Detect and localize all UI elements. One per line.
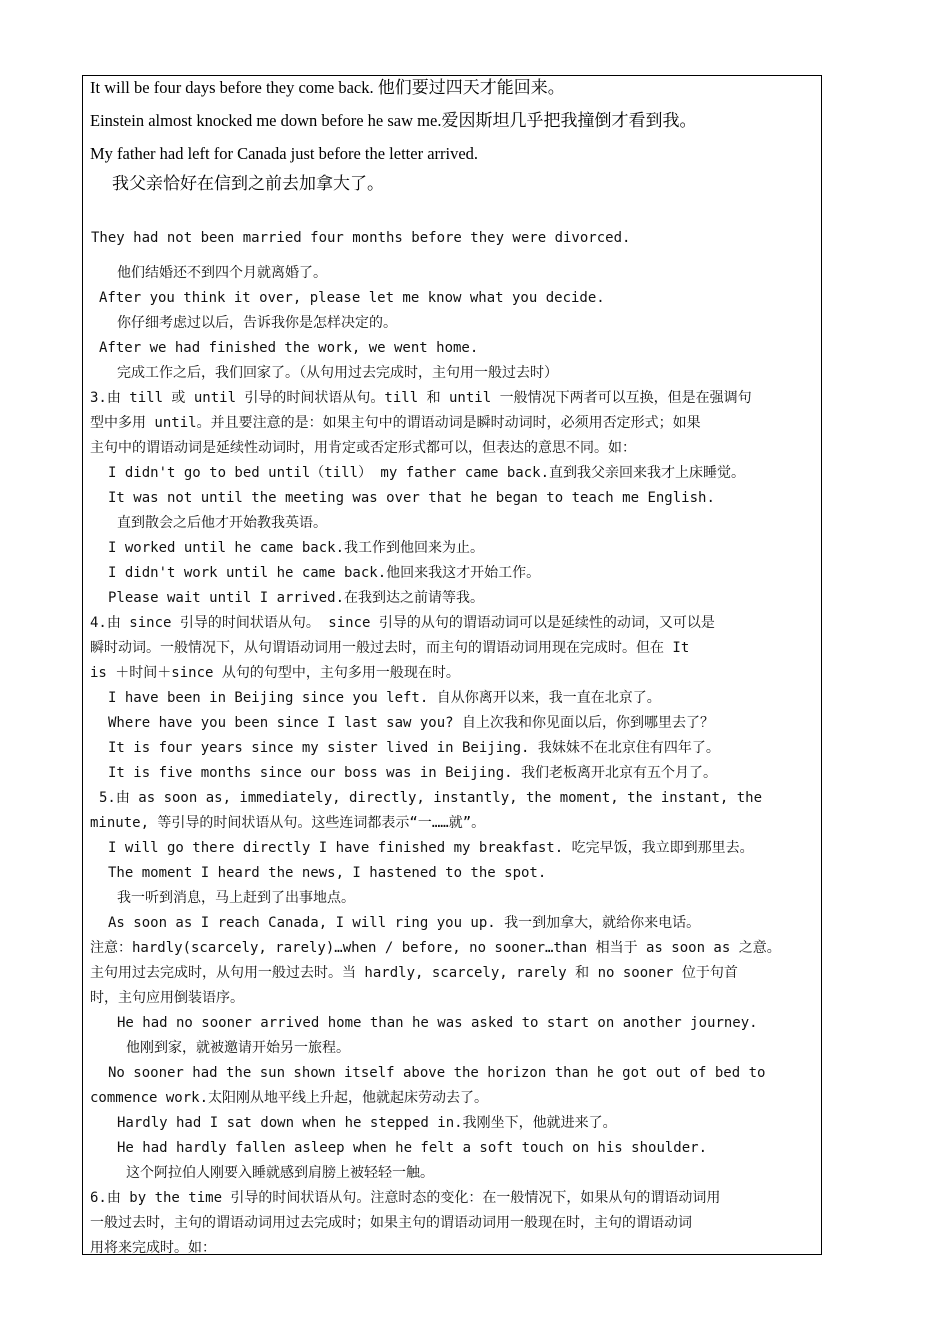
text-line: Hardly had I sat down when he stepped in.我刚坐下，他就进来了。 <box>117 1115 617 1131</box>
text-line: commence work.太阳刚从地平线上升起，他就起床劳动去了。 <box>90 1090 489 1106</box>
text-line: I didn't work until he came back.他回来我这才开始工作。 <box>108 565 541 581</box>
text-line: 主句中的谓语动词是延续性动词时，用肯定或否定形式都可以，但表达的意思不同。如： <box>90 440 636 456</box>
text-line: 他们结婚还不到四个月就离婚了。 <box>117 265 327 281</box>
text-line: They had not been married four months before they were divorced. <box>91 230 631 246</box>
example-zh: 他们要过四天才能回来。 <box>377 78 565 98</box>
example-line-3 <box>90 145 478 163</box>
text-line: 他刚到家，就被邀请开始另一旅程。 <box>126 1040 350 1056</box>
text-line: He had no sooner arrived home than he was asked to start on another journey. <box>117 1015 758 1031</box>
text-line: He had hardly fallen asleep when he felt a soft touch on his shoulder. <box>117 1140 708 1156</box>
text-line: 我一听到消息，马上赶到了出事地点。 <box>117 890 355 906</box>
text-line: 这个阿拉伯人刚要入睡就感到肩膀上被轻轻一触。 <box>126 1165 434 1181</box>
text-line: 时，主句应用倒装语序。 <box>90 990 244 1006</box>
text-line: The moment I heard the news, I hastened to the spot. <box>108 865 547 881</box>
text-line: I have been in Beijing since you left. 自从你离开以来，我一直在北京了。 <box>108 690 661 706</box>
text-line: 用将来完成时。如： <box>90 1240 216 1256</box>
text-line: 瞬时动词。一般情况下，从句谓语动词用一般过去时，而主句的谓语动词用现在完成时。但在 It <box>90 640 690 656</box>
text-line: is ＋时间＋since 从句的句型中，主句多用一般现在时。 <box>90 665 460 681</box>
text-line: 型中多用 until。并且要注意的是：如果主句中的谓语动词是瞬时动词时，必须用否定形式；如果 <box>90 415 701 431</box>
text-line: I worked until he came back.我工作到他回来为止。 <box>108 540 485 556</box>
example-zh-line-3: 我父亲恰好在信到之前去加拿大了。 <box>112 174 384 194</box>
text-line: It is five months since our boss was in Beijing. 我们老板离开北京有五个月了。 <box>108 765 718 781</box>
text-line: Where have you been since I last saw you? 自上次我和你见面以后，你到哪里去了？ <box>108 715 715 731</box>
text-line: 5.由 as soon as, immediately, directly, instantly, the moment, the instant, the <box>99 790 763 806</box>
text-line: After we had finished the work, we went home. <box>99 340 479 356</box>
text-line: minute, 等引导的时间状语从句。这些连词都表示“一……就”。 <box>90 815 486 831</box>
example-zh: 爱因斯坦几乎把我撞倒才看到我。 <box>441 111 697 131</box>
text-line: After you think it over, please let me know what you decide. <box>99 290 605 306</box>
text-line: As soon as I reach Canada, I will ring you up. 我一到加拿大，就给你来电话。 <box>108 915 701 931</box>
example-line-1 <box>90 79 565 97</box>
example-en: It will be four days before they come back. <box>90 78 374 97</box>
text-line: It is four years since my sister lived in Beijing. 我妹妹不在北京住有四年了。 <box>108 740 720 756</box>
text-line: Please wait until I arrived.在我到达之前请等我。 <box>108 590 485 606</box>
text-line: 直到散会之后他才开始教我英语。 <box>117 515 327 531</box>
example-line-2 <box>90 112 696 130</box>
text-line: 4.由 since 引导的时间状语从句。 since 引导的从句的谓语动词可以是延续性的动词，又可以是 <box>90 615 715 631</box>
text-line: 主句用过去完成时，从句用一般过去时。当 hardly, scarcely, rarely 和 no sooner 位于句首 <box>90 965 738 981</box>
text-line: No sooner had the sun shown itself above the horizon than he got out of bed to <box>108 1065 766 1081</box>
text-line: 你仔细考虑过以后，告诉我你是怎样决定的。 <box>117 315 397 331</box>
example-en: Einstein almost knocked me down before he saw me. <box>90 111 442 130</box>
text-line: It was not until the meeting was over that he began to teach me English. <box>108 490 715 506</box>
example-en: My father had left for Canada just before the letter arrived. <box>90 144 479 163</box>
text-line: 一般过去时，主句的谓语动词用过去完成时；如果主句的谓语动词用一般现在时，主句的谓语动词 <box>90 1215 692 1231</box>
text-line: 完成工作之后，我们回家了。（从句用过去完成时，主句用一般过去时） <box>117 365 558 381</box>
text-line: 6.由 by the time 引导的时间状语从句。注意时态的变化：在一般情况下，如果从句的谓语动词用 <box>90 1190 721 1206</box>
text-line: I will go there directly I have finished my breakfast. 吃完早饭，我立即到那里去。 <box>108 840 754 856</box>
text-line: 注意：hardly(scarcely, rarely)…when / before, no sooner…than 相当于 as soon as 之意。 <box>90 940 781 956</box>
text-line: 3.由 till 或 until 引导的时间状语从句。till 和 until 一般情况下两者可以互换，但是在强调句 <box>90 390 752 406</box>
text-line: I didn't go to bed until（till） my father came back.直到我父亲回来我才上床睡觉。 <box>108 465 746 481</box>
